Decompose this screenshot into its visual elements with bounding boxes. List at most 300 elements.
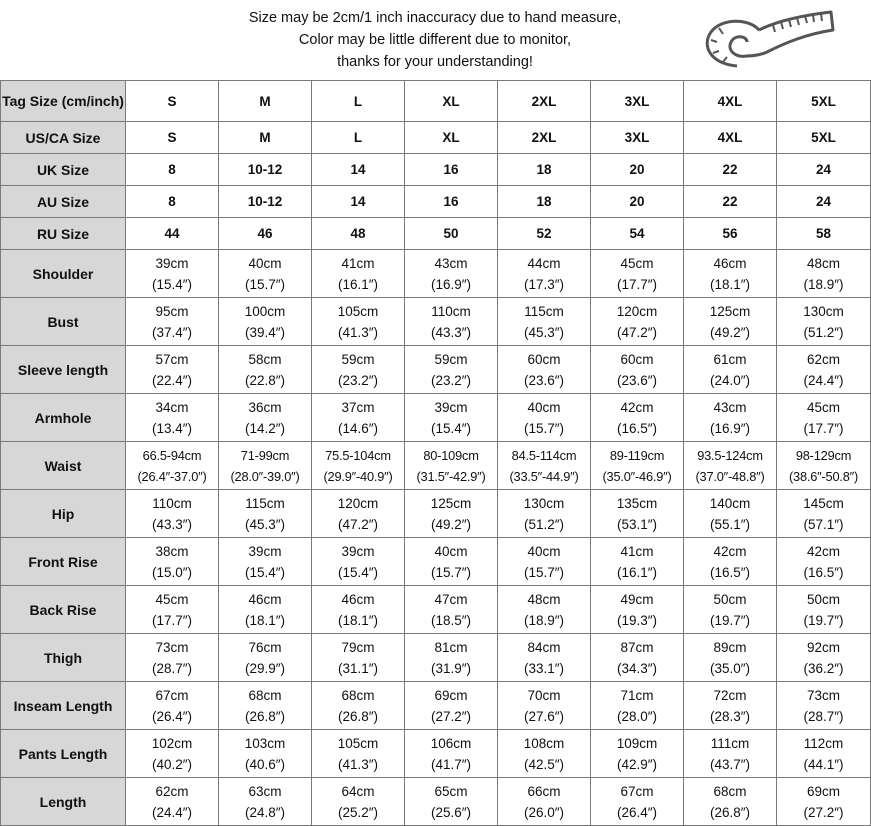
row-label: Pants Length bbox=[1, 730, 126, 778]
measurement-cell bbox=[126, 394, 219, 442]
cm-value: 130cm bbox=[803, 303, 844, 319]
measurement-cell bbox=[126, 346, 219, 394]
measurement-cell bbox=[498, 442, 591, 490]
cm-value: 46cm bbox=[341, 591, 375, 607]
tag-size-cell: 3XL bbox=[591, 81, 684, 122]
measurement-cell bbox=[591, 682, 684, 730]
cm-value: 98-129cm bbox=[795, 447, 852, 463]
size-cell: L bbox=[312, 122, 405, 154]
inch-value: (40.2″) bbox=[151, 756, 193, 772]
cm-value: 37cm bbox=[341, 399, 375, 415]
tag-size-cell: 2XL bbox=[498, 81, 591, 122]
inch-value: (28.7″) bbox=[803, 708, 844, 724]
inch-value: (45.3″) bbox=[523, 324, 565, 340]
cm-value: 43cm bbox=[713, 399, 747, 415]
measurement-cell bbox=[591, 778, 684, 826]
inch-value: (13.4″) bbox=[151, 420, 193, 436]
measurement-cell bbox=[405, 490, 498, 538]
inch-value: (35.0″) bbox=[709, 660, 751, 676]
inch-value: (23.2″) bbox=[337, 372, 379, 388]
inch-value: (27.2″) bbox=[803, 804, 844, 820]
inch-value: (37.0″-48.8″) bbox=[695, 468, 765, 484]
size-cell: 22 bbox=[684, 154, 777, 186]
measurement-cell bbox=[498, 346, 591, 394]
cm-value: 59cm bbox=[434, 351, 468, 367]
cm-value: 59cm bbox=[341, 351, 375, 367]
measurement-cell bbox=[312, 682, 405, 730]
cm-value: 87cm bbox=[620, 639, 654, 655]
inch-value: (15.4″) bbox=[337, 564, 379, 580]
measurement-cell bbox=[777, 538, 871, 586]
table-row bbox=[1, 634, 871, 682]
measurement-cell bbox=[684, 538, 777, 586]
inch-value: (57.1″) bbox=[803, 516, 844, 532]
cm-value: 58cm bbox=[248, 351, 282, 367]
cm-value: 47cm bbox=[434, 591, 468, 607]
inch-value: (16.1″) bbox=[616, 564, 658, 580]
tag-size-cell: 4XL bbox=[684, 81, 777, 122]
measurement-cell bbox=[126, 586, 219, 634]
cm-value: 75.5-104cm bbox=[325, 447, 391, 463]
inch-value: (47.2″) bbox=[337, 516, 379, 532]
table-row bbox=[1, 218, 871, 250]
inch-value: (19.3″) bbox=[616, 612, 658, 628]
measurement-cell bbox=[591, 634, 684, 682]
measurement-cell bbox=[219, 778, 312, 826]
inch-value: (23.6″) bbox=[523, 372, 565, 388]
measurement-cell bbox=[498, 682, 591, 730]
measurement-cell bbox=[405, 442, 498, 490]
inch-value: (15.7″) bbox=[523, 420, 565, 436]
inch-value: (18.1″) bbox=[709, 276, 751, 292]
inch-value: (15.7″) bbox=[430, 564, 472, 580]
size-cell: 24 bbox=[777, 186, 871, 218]
size-cell: 20 bbox=[591, 186, 684, 218]
size-cell: 16 bbox=[405, 154, 498, 186]
tag-size-cell: 5XL bbox=[777, 81, 871, 122]
table-row bbox=[1, 346, 871, 394]
measurement-cell bbox=[684, 442, 777, 490]
size-cell: XL bbox=[405, 122, 498, 154]
cm-value: 36cm bbox=[248, 399, 282, 415]
cm-value: 80-109cm bbox=[423, 447, 479, 463]
size-cell: 18 bbox=[498, 154, 591, 186]
measurement-cell bbox=[405, 634, 498, 682]
cm-value: 110cm bbox=[431, 303, 471, 319]
tag-size-cell: L bbox=[312, 81, 405, 122]
inch-value: (15.4″) bbox=[244, 564, 286, 580]
cm-value: 34cm bbox=[155, 399, 189, 415]
row-label: Length bbox=[1, 778, 126, 826]
inch-value: (33.1″) bbox=[523, 660, 565, 676]
row-tag-size bbox=[1, 81, 871, 122]
measuring-tape-icon bbox=[697, 6, 837, 74]
size-cell: 4XL bbox=[684, 122, 777, 154]
inch-value: (38.6″-50.8″) bbox=[788, 468, 859, 484]
measurement-cell bbox=[312, 394, 405, 442]
measurement-cell bbox=[591, 442, 684, 490]
inch-value: (31.1″) bbox=[337, 660, 379, 676]
size-cell: 18 bbox=[498, 186, 591, 218]
cm-value: 46cm bbox=[713, 255, 747, 271]
tag-size-cell: M bbox=[219, 81, 312, 122]
size-cell: 14 bbox=[312, 154, 405, 186]
inch-value: (23.6″) bbox=[616, 372, 658, 388]
cm-value: 115cm bbox=[524, 303, 564, 319]
cm-value: 110cm bbox=[152, 495, 192, 511]
inch-value: (43.3″) bbox=[430, 324, 472, 340]
cm-value: 42cm bbox=[806, 543, 840, 559]
cm-value: 81cm bbox=[434, 639, 468, 655]
measurement-cell bbox=[498, 490, 591, 538]
inch-value: (27.2″) bbox=[430, 708, 472, 724]
notice-line-2: Color may be little different due to monitor, bbox=[298, 32, 572, 48]
cm-value: 109cm bbox=[616, 735, 658, 751]
inch-value: (24.4″) bbox=[151, 804, 193, 820]
inch-value: (28.0″) bbox=[616, 708, 658, 724]
inch-value: (26.8″) bbox=[244, 708, 286, 724]
cm-value: 39cm bbox=[434, 399, 468, 415]
measurement-cell bbox=[405, 730, 498, 778]
inch-value: (43.7″) bbox=[709, 756, 751, 772]
cm-value: 67cm bbox=[620, 783, 654, 799]
inch-value: (47.2″) bbox=[616, 324, 658, 340]
cm-value: 68cm bbox=[713, 783, 747, 799]
measurement-cell bbox=[498, 778, 591, 826]
row-label: US/CA Size bbox=[1, 122, 126, 154]
inch-value: (14.6″) bbox=[337, 420, 379, 436]
row-label: RU Size bbox=[1, 218, 126, 250]
measurement-cell bbox=[219, 682, 312, 730]
row-label: Shoulder bbox=[1, 250, 126, 298]
measurement-cell bbox=[126, 778, 219, 826]
measurement-cell bbox=[405, 538, 498, 586]
measurement-cell bbox=[591, 250, 684, 298]
inch-value: (26.8″) bbox=[337, 708, 379, 724]
measurement-cell bbox=[777, 682, 871, 730]
measurement-cell bbox=[684, 250, 777, 298]
table-row bbox=[1, 186, 871, 218]
measurement-cell bbox=[126, 538, 219, 586]
inch-value: (16.5″) bbox=[616, 420, 658, 436]
row-label: Front Rise bbox=[1, 538, 126, 586]
inch-value: (18.1″) bbox=[337, 612, 379, 628]
row-label: UK Size bbox=[1, 154, 126, 186]
size-cell: 8 bbox=[126, 154, 219, 186]
measurement-cell bbox=[777, 394, 871, 442]
inch-value: (39.4″) bbox=[244, 324, 286, 340]
size-cell: 5XL bbox=[777, 122, 871, 154]
measurement-cell bbox=[777, 634, 871, 682]
cm-value: 68cm bbox=[341, 687, 375, 703]
measurement-cell bbox=[219, 394, 312, 442]
inch-value: (31.5″-42.9″) bbox=[416, 468, 486, 484]
measurement-cell bbox=[312, 778, 405, 826]
size-cell: 2XL bbox=[498, 122, 591, 154]
inch-value: (42.9″) bbox=[616, 756, 658, 772]
inch-value: (18.5″) bbox=[430, 612, 472, 628]
inch-value: (49.2″) bbox=[709, 324, 751, 340]
inch-value: (22.4″) bbox=[151, 372, 193, 388]
inch-value: (31.9″) bbox=[430, 660, 472, 676]
inch-value: (35.0″-46.9″) bbox=[602, 468, 672, 484]
inch-value: (17.7″) bbox=[616, 276, 658, 292]
row-label: Armhole bbox=[1, 394, 126, 442]
inch-value: (25.6″) bbox=[430, 804, 472, 820]
cm-value: 140cm bbox=[709, 495, 751, 511]
inch-value: (28.0″-39.0″) bbox=[230, 468, 300, 484]
cm-value: 72cm bbox=[713, 687, 747, 703]
cm-value: 100cm bbox=[244, 303, 286, 319]
inch-value: (42.5″) bbox=[523, 756, 565, 772]
measurement-cell bbox=[498, 634, 591, 682]
cm-value: 120cm bbox=[337, 495, 379, 511]
cm-value: 50cm bbox=[713, 591, 747, 607]
cm-value: 64cm bbox=[341, 783, 375, 799]
table-row bbox=[1, 298, 871, 346]
cm-value: 66.5-94cm bbox=[142, 447, 202, 463]
inch-value: (14.2″) bbox=[244, 420, 286, 436]
cm-value: 39cm bbox=[248, 543, 282, 559]
inch-value: (17.7″) bbox=[151, 612, 193, 628]
cm-value: 62cm bbox=[806, 351, 840, 367]
inch-value: (19.7″) bbox=[803, 612, 844, 628]
measurement-cell bbox=[219, 298, 312, 346]
cm-value: 105cm bbox=[337, 735, 379, 751]
size-cell: 54 bbox=[591, 218, 684, 250]
size-cell: 56 bbox=[684, 218, 777, 250]
inch-value: (19.7″) bbox=[709, 612, 751, 628]
measurement-cell bbox=[591, 298, 684, 346]
measurement-cell bbox=[219, 538, 312, 586]
cm-value: 39cm bbox=[155, 255, 189, 271]
measurement-cell bbox=[591, 490, 684, 538]
size-cell: 8 bbox=[126, 186, 219, 218]
inch-value: (24.4″) bbox=[803, 372, 844, 388]
row-label: Bust bbox=[1, 298, 126, 346]
measurement-cell bbox=[126, 250, 219, 298]
measurement-cell bbox=[591, 586, 684, 634]
measurement-cell bbox=[684, 634, 777, 682]
size-cell: 50 bbox=[405, 218, 498, 250]
measurement-cell bbox=[405, 394, 498, 442]
cm-value: 84.5-114cm bbox=[511, 447, 577, 463]
measurement-cell bbox=[591, 538, 684, 586]
measurement-cell bbox=[126, 634, 219, 682]
cm-value: 39cm bbox=[341, 543, 375, 559]
inch-value: (16.1″) bbox=[337, 276, 379, 292]
measurement-cell bbox=[219, 250, 312, 298]
measurement-cell bbox=[777, 298, 871, 346]
table-row bbox=[1, 394, 871, 442]
cm-value: 40cm bbox=[248, 255, 282, 271]
inch-value: (53.1″) bbox=[616, 516, 658, 532]
table-row bbox=[1, 154, 871, 186]
inch-value: (33.5″-44.9″) bbox=[509, 468, 579, 484]
measurement-cell bbox=[219, 730, 312, 778]
inch-value: (51.2″) bbox=[803, 324, 844, 340]
inch-value: (15.0″) bbox=[151, 564, 193, 580]
size-cell: 14 bbox=[312, 186, 405, 218]
inch-value: (22.8″) bbox=[244, 372, 286, 388]
inch-value: (18.1″) bbox=[244, 612, 286, 628]
inch-value: (37.4″) bbox=[151, 324, 193, 340]
cm-value: 65cm bbox=[434, 783, 468, 799]
table-row bbox=[1, 442, 871, 490]
measurement-cell bbox=[684, 394, 777, 442]
cm-value: 92cm bbox=[806, 639, 840, 655]
cm-value: 45cm bbox=[155, 591, 189, 607]
measurement-cell bbox=[405, 778, 498, 826]
row-label: Tag Size (cm/inch) bbox=[1, 81, 126, 122]
table-row bbox=[1, 730, 871, 778]
measurement-cell bbox=[777, 730, 871, 778]
measurement-cell bbox=[777, 586, 871, 634]
measurement-cell bbox=[498, 586, 591, 634]
measurement-cell bbox=[498, 730, 591, 778]
cm-value: 130cm bbox=[523, 495, 565, 511]
cm-value: 63cm bbox=[248, 783, 282, 799]
cm-value: 106cm bbox=[430, 735, 472, 751]
inch-value: (55.1″) bbox=[709, 516, 751, 532]
size-cell: 24 bbox=[777, 154, 871, 186]
cm-value: 49cm bbox=[620, 591, 654, 607]
size-cell: 10-12 bbox=[219, 154, 312, 186]
measurement-cell bbox=[126, 490, 219, 538]
inch-value: (41.7″) bbox=[430, 756, 472, 772]
cm-value: 40cm bbox=[434, 543, 468, 559]
inch-value: (40.6″) bbox=[244, 756, 286, 772]
row-label: Sleeve length bbox=[1, 346, 126, 394]
cm-value: 60cm bbox=[527, 351, 561, 367]
cm-value: 42cm bbox=[620, 399, 654, 415]
inch-value: (28.7″) bbox=[151, 660, 193, 676]
cm-value: 40cm bbox=[527, 399, 561, 415]
size-cell: M bbox=[219, 122, 312, 154]
measurement-cell bbox=[312, 298, 405, 346]
measurement-cell bbox=[684, 730, 777, 778]
measurement-cell bbox=[777, 778, 871, 826]
inch-value: (16.9″) bbox=[430, 276, 472, 292]
measurement-cell bbox=[126, 682, 219, 730]
inch-value: (49.2″) bbox=[430, 516, 472, 532]
measurement-cell bbox=[777, 490, 871, 538]
cm-value: 76cm bbox=[248, 639, 282, 655]
cm-value: 73cm bbox=[806, 687, 840, 703]
measurement-cell bbox=[312, 442, 405, 490]
cm-value: 45cm bbox=[620, 255, 654, 271]
measurement-cell bbox=[405, 250, 498, 298]
inch-value: (29.9″) bbox=[244, 660, 286, 676]
inch-value: (15.4″) bbox=[151, 276, 193, 292]
inch-value: (17.3″) bbox=[523, 276, 565, 292]
measurement-cell bbox=[219, 586, 312, 634]
measurement-cell bbox=[684, 778, 777, 826]
cm-value: 68cm bbox=[248, 687, 282, 703]
table-row bbox=[1, 122, 871, 154]
inch-value: (25.2″) bbox=[337, 804, 379, 820]
inch-value: (18.9″) bbox=[803, 276, 844, 292]
cm-value: 69cm bbox=[434, 687, 468, 703]
inch-value: (26.0″) bbox=[523, 804, 565, 820]
measurement-cell bbox=[498, 394, 591, 442]
cm-value: 105cm bbox=[337, 303, 379, 319]
cm-value: 46cm bbox=[248, 591, 282, 607]
measurement-cell bbox=[591, 730, 684, 778]
inch-value: (29.9″-40.9″) bbox=[323, 468, 393, 484]
table-row bbox=[1, 586, 871, 634]
cm-value: 42cm bbox=[713, 543, 747, 559]
inch-value: (41.3″) bbox=[337, 324, 379, 340]
cm-value: 71-99cm bbox=[240, 447, 290, 463]
size-cell: 22 bbox=[684, 186, 777, 218]
measurement-cell bbox=[777, 346, 871, 394]
size-chart-table bbox=[0, 80, 871, 826]
inch-value: (18.9″) bbox=[523, 612, 565, 628]
measurement-cell bbox=[312, 250, 405, 298]
cm-value: 50cm bbox=[806, 591, 840, 607]
notice-line-3: thanks for your understanding! bbox=[337, 54, 533, 70]
cm-value: 44cm bbox=[527, 255, 561, 271]
size-cell: 20 bbox=[591, 154, 684, 186]
inch-value: (36.2″) bbox=[803, 660, 844, 676]
cm-value: 43cm bbox=[434, 255, 468, 271]
cm-value: 111cm bbox=[710, 735, 750, 751]
cm-value: 79cm bbox=[341, 639, 375, 655]
table-row bbox=[1, 778, 871, 826]
measurement-cell bbox=[777, 250, 871, 298]
inch-value: (44.1″) bbox=[803, 756, 844, 772]
inch-value: (26.4″-37.0″) bbox=[137, 468, 207, 484]
table-row bbox=[1, 538, 871, 586]
cm-value: 62cm bbox=[155, 783, 189, 799]
header bbox=[0, 0, 871, 80]
cm-value: 71cm bbox=[620, 687, 654, 703]
measurement-cell bbox=[219, 634, 312, 682]
inch-value: (41.3″) bbox=[337, 756, 379, 772]
size-cell: 44 bbox=[126, 218, 219, 250]
cm-value: 125cm bbox=[430, 495, 472, 511]
size-cell: 52 bbox=[498, 218, 591, 250]
notice-line-1: Size may be 2cm/1 inch inaccuracy due to hand measure, bbox=[248, 10, 622, 26]
measurement-cell bbox=[312, 490, 405, 538]
inch-value: (26.8″) bbox=[709, 804, 751, 820]
measurement-cell bbox=[312, 346, 405, 394]
measurement-cell bbox=[405, 586, 498, 634]
inch-value: (23.2″) bbox=[430, 372, 472, 388]
cm-value: 93.5-124cm bbox=[697, 447, 763, 463]
measurement-cell bbox=[126, 730, 219, 778]
cm-value: 120cm bbox=[616, 303, 658, 319]
measurement-cell bbox=[312, 730, 405, 778]
measurement-cell bbox=[591, 394, 684, 442]
measurement-cell bbox=[498, 538, 591, 586]
measurement-cell bbox=[312, 634, 405, 682]
cm-value: 125cm bbox=[709, 303, 751, 319]
row-label: Hip bbox=[1, 490, 126, 538]
table-row bbox=[1, 250, 871, 298]
inch-value: (43.3″) bbox=[151, 516, 193, 532]
size-cell: 46 bbox=[219, 218, 312, 250]
inch-value: (26.4″) bbox=[616, 804, 658, 820]
cm-value: 145cm bbox=[803, 495, 844, 511]
cm-value: 69cm bbox=[806, 783, 840, 799]
size-cell: 3XL bbox=[591, 122, 684, 154]
inch-value: (15.4″) bbox=[430, 420, 472, 436]
size-cell: 10-12 bbox=[219, 186, 312, 218]
table-row bbox=[1, 490, 871, 538]
inch-value: (24.0″) bbox=[709, 372, 751, 388]
